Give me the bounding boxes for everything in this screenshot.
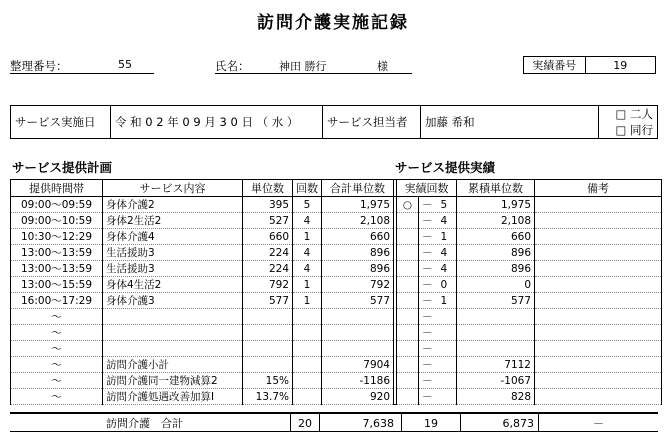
cum-units-cell: 0 <box>457 277 535 293</box>
service-staff-value: 加藤 希和 <box>421 106 599 138</box>
col-time: 提供時間帯 <box>11 180 103 197</box>
dash-mark: － <box>422 199 433 211</box>
total-cell: 2,108 <box>322 213 394 229</box>
dash-mark: － <box>422 279 433 291</box>
time-cell: ～ <box>11 341 103 357</box>
col-total: 合計単位数 <box>322 180 394 197</box>
act-count-cell <box>419 325 457 341</box>
count-cell <box>293 389 322 405</box>
unit-cell <box>243 341 293 357</box>
service-table <box>10 179 662 405</box>
table-row <box>11 213 662 229</box>
mark-cell <box>397 341 419 357</box>
remarks-cell <box>535 373 662 389</box>
total-cell: 1,975 <box>322 197 394 213</box>
cum-units-cell: 7112 <box>457 357 535 373</box>
remarks-cell <box>535 309 662 325</box>
col-act-count: 実績回数 <box>397 180 457 197</box>
jisseki-value: 19 <box>613 58 628 72</box>
jisseki-box <box>523 56 656 74</box>
count-cell: 5 <box>293 197 322 213</box>
act-count-cell <box>419 229 457 245</box>
act-value: 4 <box>440 263 448 275</box>
time-cell: ～ <box>11 373 103 389</box>
act-count-cell <box>419 373 457 389</box>
total-cell: 896 <box>322 245 394 261</box>
cum-units-cell <box>457 325 535 341</box>
mark-cell <box>397 389 419 405</box>
count-cell <box>293 357 322 373</box>
unit-cell: 224 <box>243 245 293 261</box>
dash-mark: － <box>422 231 433 243</box>
table-row <box>11 277 662 293</box>
unit-cell: 660 <box>243 229 293 245</box>
page-title: 訪問介護実施記録 <box>257 13 409 33</box>
count-cell <box>293 341 322 357</box>
unit-cell <box>243 325 293 341</box>
time-cell: 13:00～13:59 <box>11 261 103 277</box>
content-cell: 身体2生活2 <box>103 213 243 229</box>
mark-cell <box>397 309 419 325</box>
dash-mark: － <box>422 327 433 339</box>
name-underline <box>215 56 412 74</box>
act-count-cell <box>419 357 457 373</box>
remarks-cell <box>535 261 662 277</box>
total-cell: 920 <box>322 389 394 405</box>
mark-cell: ○ <box>397 197 419 213</box>
act-count-cell <box>419 261 457 277</box>
table-row <box>11 245 662 261</box>
seiri-value: 55 <box>118 58 132 71</box>
two-person-checkbox[interactable]: □ 二人 <box>615 107 653 121</box>
totals-count: 20 <box>290 414 320 432</box>
remarks-cell <box>535 357 662 373</box>
act-count-cell <box>419 197 457 213</box>
act-value: 5 <box>440 199 448 211</box>
total-cell <box>322 325 394 341</box>
dash-mark: － <box>422 359 433 371</box>
mark-cell <box>397 245 419 261</box>
mark-cell <box>397 213 419 229</box>
table-row <box>11 261 662 277</box>
table-row <box>11 373 662 389</box>
act-count-cell <box>419 309 457 325</box>
cum-units-cell <box>457 309 535 325</box>
table-row <box>11 229 662 245</box>
unit-cell: 577 <box>243 293 293 309</box>
act-count-cell <box>419 341 457 357</box>
totals-label: 訪問介護 合計 <box>106 417 183 430</box>
remarks-cell <box>535 293 662 309</box>
seiri-label: 整理番号： <box>10 59 68 73</box>
col-cum-units: 累積単位数 <box>457 180 535 197</box>
count-cell: 4 <box>293 245 322 261</box>
cum-units-cell: 828 <box>457 389 535 405</box>
totals-act: 19 <box>401 414 461 432</box>
content-cell: 身体4生活2 <box>103 277 243 293</box>
content-cell: 身体介護4 <box>103 229 243 245</box>
count-cell <box>293 309 322 325</box>
content-cell <box>103 309 243 325</box>
time-cell: ～ <box>11 357 103 373</box>
total-cell: 896 <box>322 261 394 277</box>
table-row <box>11 357 662 373</box>
mark-cell <box>397 325 419 341</box>
total-cell: 660 <box>322 229 394 245</box>
table-row <box>11 325 662 341</box>
unit-cell <box>243 309 293 325</box>
remarks-cell <box>535 229 662 245</box>
count-cell: 1 <box>293 293 322 309</box>
act-count-cell <box>419 293 457 309</box>
service-date-label: サービス実施日 <box>11 106 111 138</box>
time-cell: 09:00～10:59 <box>11 213 103 229</box>
time-cell: 13:00～13:59 <box>11 245 103 261</box>
total-cell: 577 <box>322 293 394 309</box>
count-cell: 4 <box>293 261 322 277</box>
time-cell: ～ <box>11 309 103 325</box>
dash-mark: － <box>422 311 433 323</box>
dash-mark: － <box>422 247 433 259</box>
plan-section-title: サービス提供計画 <box>12 160 113 175</box>
service-staff-label: サービス担当者 <box>323 106 421 138</box>
table-row <box>11 389 662 405</box>
cum-units-cell <box>457 341 535 357</box>
unit-cell: 224 <box>243 261 293 277</box>
count-cell: 4 <box>293 213 322 229</box>
act-count-cell <box>419 277 457 293</box>
table-row <box>11 309 662 325</box>
mark-cell <box>397 261 419 277</box>
cum-units-cell: 2,108 <box>457 213 535 229</box>
total-cell <box>322 309 394 325</box>
act-count-cell <box>419 245 457 261</box>
count-cell <box>293 325 322 341</box>
service-date-value: 令 和 0 2 年 0 9 月 3 0 日 （ 水 ） <box>111 106 323 138</box>
remarks-cell <box>535 277 662 293</box>
totals-total: 7,638 <box>362 416 394 430</box>
total-cell <box>322 341 394 357</box>
seiri-underline <box>10 56 154 74</box>
act-value: 4 <box>440 215 448 227</box>
cum-units-cell: 1,975 <box>457 197 535 213</box>
total-cell: 792 <box>322 277 394 293</box>
count-cell <box>293 373 322 389</box>
content-cell: 身体介護2 <box>103 197 243 213</box>
dash-mark: － <box>422 343 433 355</box>
time-cell: ～ <box>11 389 103 405</box>
unit-cell: 527 <box>243 213 293 229</box>
table-header <box>11 180 662 197</box>
dash-mark: － <box>422 263 433 275</box>
accompany-checkbox[interactable]: □ 同行 <box>615 123 653 137</box>
count-cell: 1 <box>293 229 322 245</box>
cum-units-cell: -1067 <box>457 373 535 389</box>
companion-options <box>599 106 657 138</box>
mark-cell <box>397 277 419 293</box>
unit-cell: 15% <box>243 373 293 389</box>
service-info-box <box>10 105 658 139</box>
jisseki-label: 実績番号 <box>524 57 586 73</box>
content-cell: 訪問介護処遇改善加算Ⅰ <box>103 389 243 405</box>
mark-cell <box>397 373 419 389</box>
totals-cum: 6,873 <box>461 414 539 432</box>
col-count: 回数 <box>293 180 322 197</box>
remarks-cell <box>535 389 662 405</box>
unit-cell <box>243 357 293 373</box>
dash-mark: － <box>422 391 433 403</box>
cum-units-cell: 896 <box>457 261 535 277</box>
time-cell: 09:00～09:59 <box>11 197 103 213</box>
time-cell: 13:00～15:59 <box>11 277 103 293</box>
remarks-cell <box>535 341 662 357</box>
totals-row <box>10 412 658 432</box>
remarks-cell <box>535 213 662 229</box>
time-cell: ～ <box>11 325 103 341</box>
actual-section-title: サービス提供実績 <box>395 160 496 175</box>
remarks-cell <box>535 245 662 261</box>
table-row <box>11 293 662 309</box>
act-count-cell <box>419 389 457 405</box>
unit-cell: 792 <box>243 277 293 293</box>
dash-mark: － <box>422 295 433 307</box>
name-suffix: 様 <box>377 60 388 73</box>
content-cell: 身体介護3 <box>103 293 243 309</box>
content-cell: 生活援助3 <box>103 245 243 261</box>
total-cell: 7904 <box>322 357 394 373</box>
mark-cell <box>397 229 419 245</box>
content-cell: 訪問介護小計 <box>103 357 243 373</box>
totals-remarks: － <box>593 417 604 430</box>
remarks-cell <box>535 325 662 341</box>
cum-units-cell: 660 <box>457 229 535 245</box>
act-value: 1 <box>440 231 448 243</box>
act-value: 0 <box>440 279 448 291</box>
col-content: サービス内容 <box>103 180 243 197</box>
col-remarks: 備考 <box>535 180 662 197</box>
table-row <box>11 341 662 357</box>
remarks-cell <box>535 197 662 213</box>
col-unit: 単位数 <box>243 180 293 197</box>
total-cell: -1186 <box>322 373 394 389</box>
content-cell <box>103 325 243 341</box>
cum-units-cell: 577 <box>457 293 535 309</box>
time-cell: 10:30～12:29 <box>11 229 103 245</box>
time-cell: 16:00～17:29 <box>11 293 103 309</box>
mark-cell <box>397 293 419 309</box>
act-count-cell <box>419 213 457 229</box>
unit-cell: 395 <box>243 197 293 213</box>
act-value: 1 <box>440 295 448 307</box>
name-label: 氏名： <box>215 59 250 73</box>
mark-cell <box>397 357 419 373</box>
name-value: 神田 勝行 <box>279 60 327 73</box>
dash-mark: － <box>422 375 433 387</box>
content-cell: 生活援助3 <box>103 261 243 277</box>
dash-mark: － <box>422 215 433 227</box>
content-cell <box>103 341 243 357</box>
count-cell: 1 <box>293 277 322 293</box>
content-cell: 訪問介護同一建物減算2 <box>103 373 243 389</box>
unit-cell: 13.7% <box>243 389 293 405</box>
act-value: 4 <box>440 247 448 259</box>
table-row <box>11 197 662 213</box>
cum-units-cell: 896 <box>457 245 535 261</box>
